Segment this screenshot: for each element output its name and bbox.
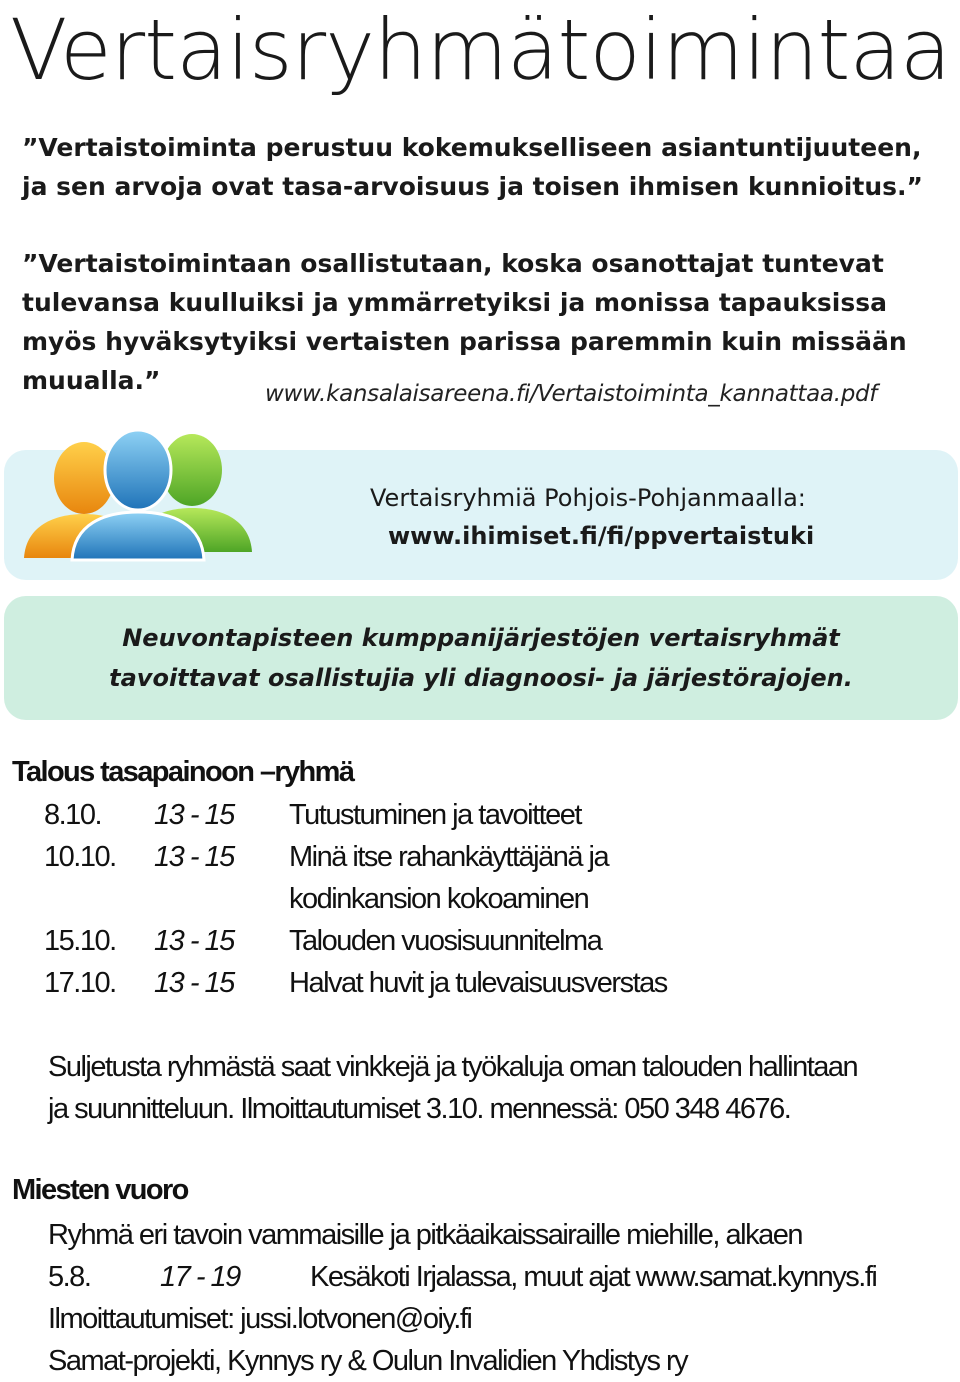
session-topic: Tutustuminen ja tavoitteet bbox=[289, 799, 581, 831]
peer-groups-label: Vertaisryhmiä Pohjois-Pohjanmaalla: bbox=[370, 484, 806, 512]
miesten-section-title: Miesten vuoro bbox=[12, 1174, 188, 1206]
session-topic: kodinkansion kokoaminen bbox=[289, 883, 589, 915]
miesten-organizers: Samat-projekti, Kynnys ry & Oulun Invalidien Yhdistys ry bbox=[48, 1345, 688, 1377]
session-time: 13 - 15 bbox=[154, 841, 234, 873]
session-date: 5.8. bbox=[48, 1261, 91, 1293]
source-link[interactable]: www.kansalaisareena.fi/Vertaistoiminta_kannattaa.pdf bbox=[265, 381, 878, 407]
partner-line-2: tavoittavat osallistujia yli diagnoosi- ja järjestörajojen. bbox=[109, 664, 853, 692]
session-time: 13 - 15 bbox=[154, 925, 234, 957]
talous-section-title: Talous tasapainoon –ryhmä bbox=[12, 756, 354, 788]
session-date: 17.10. bbox=[44, 967, 116, 999]
session-time: 13 - 15 bbox=[154, 967, 234, 999]
miesten-intro: Ryhmä eri tavoin vammaisille ja pitkäaikaissairaille miehille, alkaen bbox=[48, 1219, 802, 1251]
session-time: 17 - 19 bbox=[160, 1261, 240, 1293]
session-date: 15.10. bbox=[44, 925, 116, 957]
session-topic: Talouden vuosisuunnitelma bbox=[289, 925, 602, 957]
peer-groups-link[interactable]: www.ihimiset.fi/fi/ppvertaistuki bbox=[388, 522, 815, 550]
session-topic: Halvat huvit ja tulevaisuusverstas bbox=[289, 967, 667, 999]
quote-2: ”Vertaistoimintaan osallistutaan, koska osanottajat tuntevat tulevansa kuulluiksi ja ymmärretyiksi ja monissa tapauksissa myös hyväksytyiksi vertaisten parissa paremmin kuin missään muualla.” bbox=[22, 249, 907, 395]
partner-groups-text bbox=[4, 618, 958, 698]
page-title: Vertaisryhmätoimintaa bbox=[10, 1, 951, 99]
miesten-registration: Ilmoittautumiset: jussi.lotvonen@oiy.fi bbox=[48, 1303, 472, 1335]
talous-description-line: ja suunnitteluun. Ilmoittautumiset 3.10. mennessä: 050 348 4676. bbox=[48, 1093, 791, 1125]
session-topic: Minä itse rahankäyttäjänä ja bbox=[289, 841, 609, 873]
session-time: 13 - 15 bbox=[154, 799, 234, 831]
partner-line-1: Neuvontapisteen kumppanijärjestöjen vertaisryhmät bbox=[122, 624, 840, 652]
people-group-icon bbox=[22, 420, 262, 570]
talous-description-line: Suljetusta ryhmästä saat vinkkejä ja työkaluja oman talouden hallintaan bbox=[48, 1051, 858, 1083]
session-date: 10.10. bbox=[44, 841, 116, 873]
session-date: 8.10. bbox=[44, 799, 101, 831]
quote-1: ”Vertaistoiminta perustuu kokemukselliseen asiantuntijuuteen, ja sen arvoja ovat tasa-arvoisuus ja toisen ihmisen kunnioitus.” bbox=[22, 133, 923, 201]
session-topic: Kesäkoti Irjalassa, muut ajat www.samat.kynnys.fi bbox=[310, 1261, 877, 1293]
